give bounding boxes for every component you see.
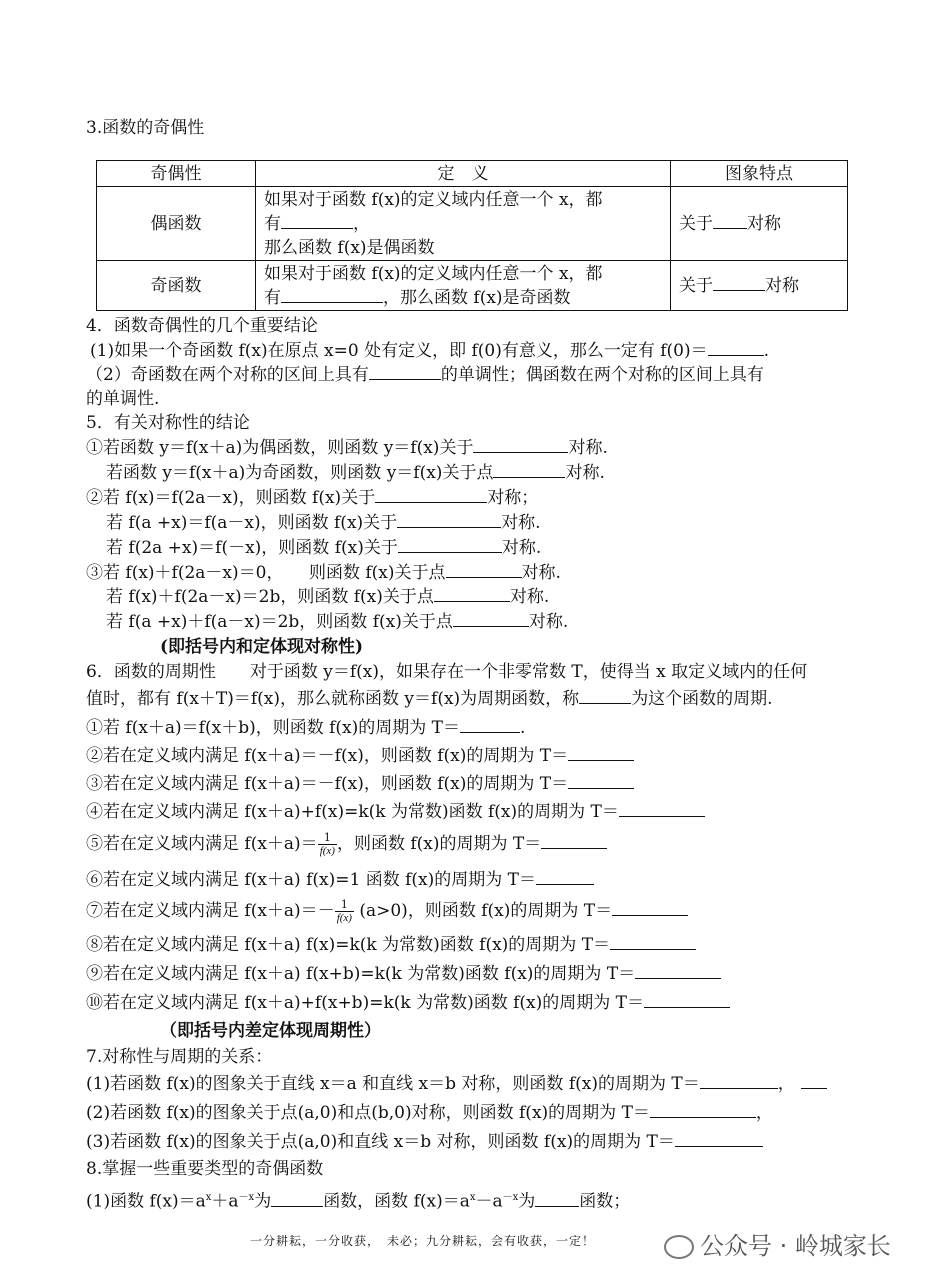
symmetry-note: (即括号内和定体现对称性) (160, 637, 364, 657)
blank[interactable] (635, 962, 721, 979)
period-item-1: ①若 f(x＋a)＝f(x＋b)，则函数 f(x)的周期为 T＝ . (86, 718, 526, 738)
section4-item2-cont: 的单调性. (86, 389, 160, 409)
section7-item3: (3)若函数 f(x)的图象关于点(a,0)和直线 x＝b 对称，则函数 f(x)的周期为 T＝ (86, 1130, 763, 1154)
blank[interactable] (398, 536, 502, 553)
symmetry-line-3: ②若 f(x)＝f(2a－x)，则函数 f(x)关于 对称； (86, 488, 539, 508)
symmetry-line-5: 若 f(2a +x)＝f(－x)，则函数 f(x)关于 对称. (106, 538, 542, 558)
section5-title: 5．有关对称性的结论 (86, 413, 250, 433)
blank[interactable] (644, 991, 730, 1008)
even-def-blank[interactable] (281, 212, 353, 229)
even-function-definition (256, 187, 671, 261)
table-header-feature: 图象特点 (671, 161, 848, 187)
period-item-9: ⑨若在定义域内满足 f(x＋a) f(x+b)=k(k 为常数)函数 f(x)的周期为 T＝ (86, 962, 721, 986)
odd-def-line1: 如果对于函数 f(x)的定义域内任意一个 x，都 (264, 263, 603, 284)
even-function-name: 偶函数 (97, 187, 256, 261)
period-item-6: ⑥若在定义域内满足 f(x＋a) f(x)=1 函数 f(x)的周期为 T＝ (86, 868, 594, 892)
odd-function-name: 奇函数 (97, 261, 256, 311)
period-item-5: ⑤若在定义域内满足 f(x＋a)＝ $\frac{1}{f(x)}$ ，则函数 f(x)的周期为 T＝ (86, 832, 607, 857)
section4-title: 4．函数奇偶性的几个重要结论 (86, 316, 318, 336)
blank[interactable] (650, 1101, 756, 1118)
wechat-icon (664, 1235, 694, 1259)
page-footer: 一分耕耘，一分收获， 未必；九分耕耘，会有收获，一定！ (250, 1234, 596, 1248)
section8-title: 8.掌握一些重要类型的奇偶函数 (86, 1159, 324, 1179)
period-item-8: ⑧若在定义域内满足 f(x＋a) f(x)=k(k 为常数)函数 f(x)的周期为 T＝ (86, 933, 696, 957)
period-item-4: ④若在定义域内满足 f(x＋a)+f(x)=k(k 为常数)函数 f(x)的周期为 T＝ (86, 800, 705, 824)
section7-item2: (2)若函数 f(x)的图象关于点(a,0)和点(b,0)对称，则函数 f(x)的周期为 T＝ ， (86, 1103, 773, 1123)
symmetry-line-6: ③若 f(x)＋f(2a－x)＝0， 则函数 f(x)关于点 对称. (86, 563, 561, 583)
blank[interactable] (453, 610, 529, 627)
blank[interactable] (375, 486, 487, 503)
blank[interactable] (446, 561, 522, 578)
blank[interactable] (473, 436, 568, 453)
odd-def-blank[interactable] (281, 286, 383, 303)
blank[interactable] (434, 585, 510, 602)
even-feature-blank[interactable] (713, 212, 747, 229)
blank[interactable] (536, 868, 594, 885)
table-header-definition: 定 义 (256, 161, 671, 187)
symmetry-line-7: 若 f(x)＋f(2a－x)＝2b，则函数 f(x)关于点 对称. (106, 587, 550, 607)
blank[interactable] (535, 1190, 579, 1207)
parity-table (96, 160, 848, 311)
section7-item1: (1)若函数 f(x)的图象关于直线 x＝a 和直线 x＝b 对称，则函数 f(x)的周期为 T＝ ， (86, 1072, 827, 1096)
blank[interactable] (541, 832, 607, 849)
blank[interactable] (675, 1130, 763, 1147)
period-item-10: ⑩若在定义域内满足 f(x＋a)+f(x+b)=k(k 为常数)函数 f(x)的周期为 T＝ (86, 991, 730, 1015)
blank[interactable] (460, 716, 520, 733)
monotonic-blank[interactable] (369, 363, 441, 380)
section8-item1: (1)函数 $f(x)=a^x+a^{-x}$为 函数，函数 $f(x)=a^x-a^{-x}$为 函数； (86, 1191, 631, 1212)
symmetry-line-2: 若函数 y＝f(x＋a)为奇函数，则函数 y＝f(x)关于点 对称. (106, 463, 605, 483)
odd-def-line2: 有 ，那么函数 f(x)是奇函数 (264, 287, 571, 308)
even-def-line2: 有 ， (264, 213, 370, 234)
odd-feature-blank[interactable] (713, 274, 765, 291)
odd-function-feature: 关于 对称 (671, 261, 848, 311)
blank[interactable] (610, 933, 696, 950)
section6-line1: 6．函数的周期性 对于函数 y＝f(x)，如果存在一个非零常数 T，使得当 x 取定义域内的任何 (86, 662, 808, 682)
blank[interactable] (700, 1072, 778, 1089)
blank[interactable] (568, 772, 634, 789)
period-item-2: ②若在定义域内满足 f(x＋a)＝－f(x)，则函数 f(x)的周期为 T＝ (86, 744, 634, 768)
period-note: （即括号内差定体现周期性） (160, 1021, 381, 1041)
fraction: $\frac{1}{f(x)}$ (319, 831, 335, 857)
section4-item1: (1)如果一个奇函数 f(x)在原点 x=0 处有定义，即 f(0)有意义，那么一定有 f(0)＝ . (90, 341, 770, 361)
blank[interactable] (271, 1190, 323, 1207)
blank[interactable] (801, 1072, 827, 1089)
section7-title: 7.对称性与周期的关系： (86, 1047, 273, 1067)
symmetry-line-8: 若 f(a +x)＋f(a－x)＝2b，则函数 f(x)关于点 对称. (106, 612, 569, 632)
blank[interactable] (568, 744, 634, 761)
symmetry-line-1: ①若函数 y＝f(x＋a)为偶函数，则函数 y＝f(x)关于 对称. (86, 438, 608, 458)
watermark: 公众号 · 岭城家长 (664, 1226, 891, 1261)
period-item-7: ⑦若在定义域内满足 f(x＋a)＝－ $\frac{1}{f(x)}$ (a>0)，则函数 f(x)的周期为 T＝ (86, 899, 688, 924)
period-item-3: ③若在定义域内满足 f(x＋a)＝－f(x)，则函数 f(x)的周期为 T＝ (86, 772, 634, 796)
blank[interactable] (619, 800, 705, 817)
even-function-feature: 关于 对称 (671, 187, 848, 261)
even-def-line1: 如果对于函数 f(x)的定义域内任意一个 x，都 (264, 189, 603, 210)
odd-function-definition (256, 261, 671, 311)
blank[interactable] (493, 461, 565, 478)
section3-title: 3.函数的奇偶性 (86, 118, 205, 138)
symmetry-line-4: 若 f(a +x)＝f(a－x)，则函数 f(x)关于 对称. (106, 513, 541, 533)
fraction: $\frac{1}{f(x)}$ (336, 898, 352, 924)
period-blank[interactable] (579, 687, 631, 704)
blank[interactable] (397, 511, 501, 528)
section4-item2: （2）奇函数在两个对称的区间上具有 的单调性；偶函数在两个对称的区间上具有 (86, 365, 764, 385)
even-def-line3: 那么函数 f(x)是偶函数 (264, 237, 435, 258)
blank[interactable] (612, 899, 688, 916)
f0-blank[interactable] (708, 339, 764, 356)
table-header-parity: 奇偶性 (97, 161, 256, 187)
section6-line2: 值时，都有 f(x＋T)＝f(x)，那么就称函数 y＝f(x)为周期函数，称 为这个函数的周期. (86, 689, 773, 709)
